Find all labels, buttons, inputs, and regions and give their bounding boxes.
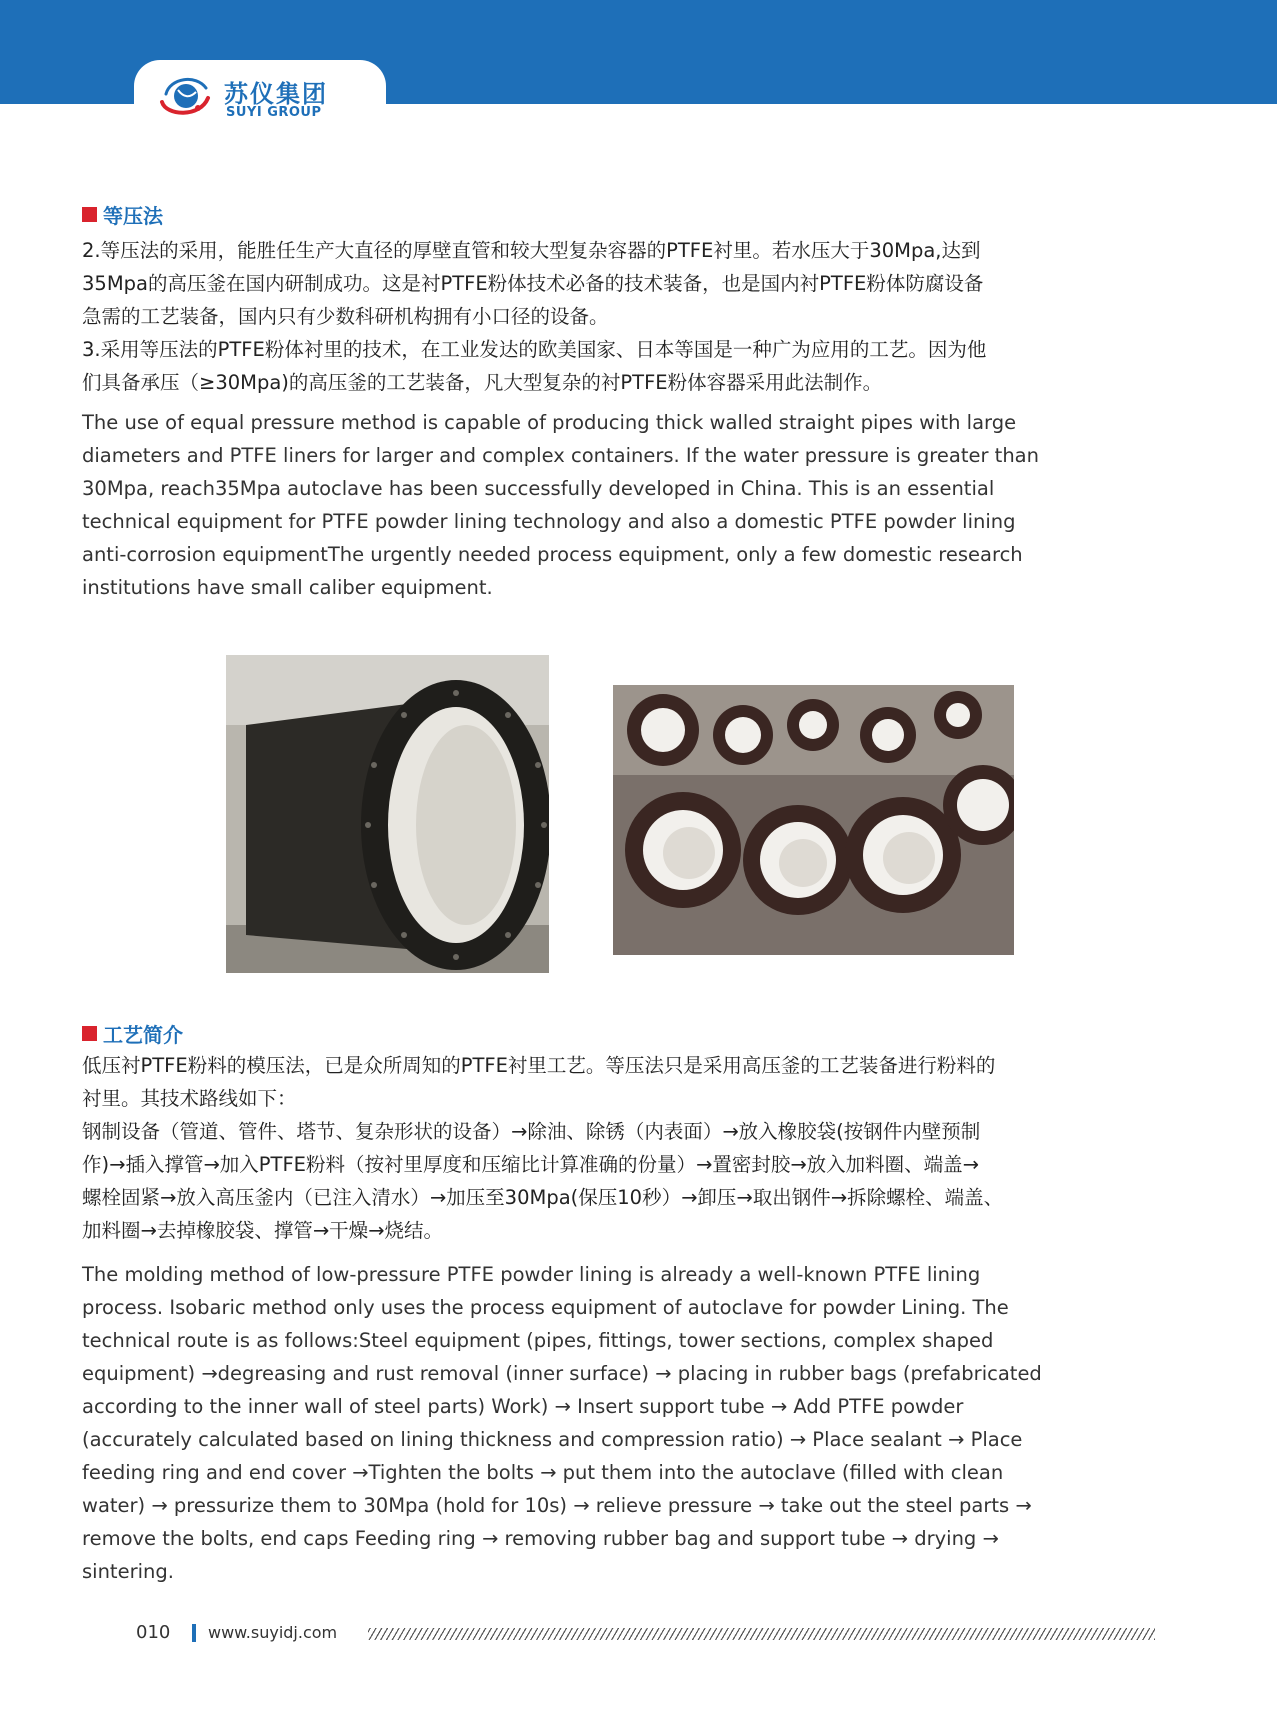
- isobaric-chinese-paragraph: 2.等压法的采用，能胜任生产大直径的厚壁直管和较大型复杂容器的PTFE衬里。若水压大于30Mpa,达到 35Mpa的高压釜在国内研制成功。这是衬PTFE粉体技术必备的技术装备，也是国内衬PTFE粉体防腐设备 急需的工艺装备，国内只有少数科研机构拥有小口径的设备。 3.采用等压法的PTFE粉体衬里的技术，在工业发达的欧美国家、日本等国是一种广为应用的工艺。因为他 们具备承压（≥30Mpa)的高压釜的工艺装备，凡大型复杂的衬PTFE粉体容器采用此法制作。: [82, 239, 987, 394]
- footer-hatch-decoration: [368, 1628, 1155, 1640]
- process-chinese-paragraph: 低压衬PTFE粉料的模压法，已是众所周知的PTFE衬里工艺。等压法只是采用高压釜的工艺装备进行粉料的 衬里。其技术路线如下： 钢制设备（管道、管件、塔节、复杂形状的设备）→除油、除锈（内表面）→放入橡胶袋(按钢件内壁预制 作)→插入撑管→加入PTFE粉料（按衬里厚度和压缩比计算准确的份量）→置密封胶→放入加料圈、端盖→ 螺栓固紧→放入高压釜内（已注入清水）→加压至30Mpa(保压10秒）→卸压→取出钢件→拆除螺栓、端盖、 加料圈→去掉橡胶袋、撑管→干燥→烧结。: [82, 1054, 1004, 1242]
- isobaric-english-paragraph: The use of equal pressure method is capable of producing thick walled straight pipes with large diameters and PTFE liners for larger and complex containers. If the water pressure is greater than 30Mpa, reach35Mpa autoclave has been successfully developed in China. This is an essential technical equipment for PTFE powder lining technology and also a domestic PTFE powder lining anti-corrosion equipmentThe urgently needed process equipment, only a few domestic research institutions have small caliber equipment.: [82, 411, 1039, 599]
- logo: [134, 60, 386, 130]
- large-pipe-illustration: [226, 655, 549, 973]
- logo-english-name: SUYI GROUP: [226, 105, 322, 120]
- process-english-paragraph: The molding method of low-pressure PTFE powder lining is already a well-known PTFE lining process. Isobaric method only uses the process equipment of autoclave for powder Lining. The technical route is as follows:Steel equipment (pipes, fittings, tower sections, complex shaped equipment) →degreasing and rust removal (inner surface) → placing in rubber bags (prefabricated according to the inner wall of steel parts) Work) → Insert support tube → Add PTFE powder (accurately calculated based on lining thickness and compression ratio) → Place sealant → Place feeding ring and end cover →Tighten the bolts → put them into the autoclave (filled with clean water) → pressurize them to 30Mpa (hold for 10s) → relieve pressure → take out the steel parts → remove the bolts, end caps Feeding ring → removing rubber bag and support tube → drying → sintering.: [82, 1263, 1042, 1583]
- section-heading-isobaric: [82, 200, 163, 229]
- website-link[interactable]: www.suyidj.com: [208, 1623, 338, 1642]
- logo-chinese-name: 苏仪集团: [224, 80, 328, 108]
- page-number: 010: [136, 1622, 171, 1643]
- section-heading-text: 等压法: [103, 204, 163, 228]
- ptfe-lined-large-pipe-photo: [226, 655, 549, 973]
- section-heading-text: 工艺简介: [103, 1023, 183, 1047]
- section-heading-process: [82, 1019, 183, 1048]
- elbows-illustration: [613, 685, 1014, 955]
- footer-divider: [192, 1624, 196, 1642]
- bullet-square-icon: [82, 207, 97, 222]
- ptfe-lined-elbows-photo: [613, 685, 1014, 955]
- suyi-logo-emblem-icon: [156, 72, 212, 120]
- bullet-square-icon: [82, 1026, 97, 1041]
- page-footer: [0, 1614, 1277, 1654]
